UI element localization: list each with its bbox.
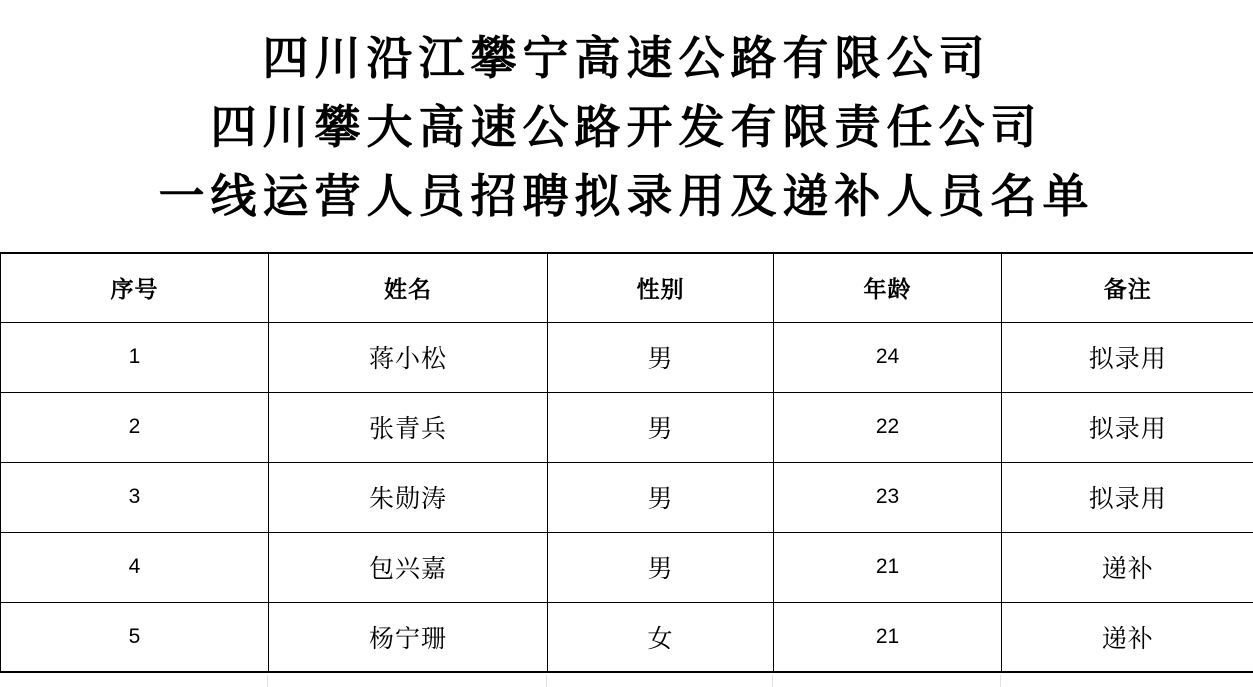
roster-table xyxy=(0,252,1253,673)
document-title xyxy=(0,24,1253,231)
cell-no: 4 xyxy=(1,532,269,602)
cell-age: 22 xyxy=(774,392,1002,462)
cell-age: 21 xyxy=(774,602,1002,672)
cell-no: 2 xyxy=(1,392,269,462)
partial-gridline xyxy=(772,675,773,687)
cell-no: 1 xyxy=(1,322,269,392)
title-line-company-1: 四川沿江攀宁高速公路有限公司 xyxy=(262,33,991,84)
cell-remark: 递补 xyxy=(1002,532,1253,602)
column-header-gender: 性别 xyxy=(548,253,774,322)
cell-remark: 拟录用 xyxy=(1002,392,1253,462)
table-row xyxy=(1,392,1253,462)
table-row xyxy=(1,602,1253,672)
cell-name: 朱勋涛 xyxy=(269,462,548,532)
cell-age: 23 xyxy=(774,462,1002,532)
cell-age: 24 xyxy=(774,322,1002,392)
column-header-age: 年龄 xyxy=(774,253,1002,322)
cell-gender: 男 xyxy=(548,532,774,602)
cell-gender: 男 xyxy=(548,462,774,532)
cell-name: 蒋小松 xyxy=(269,322,548,392)
column-header-no: 序号 xyxy=(1,253,269,322)
title-line-subject: 一线运营人员招聘拟录用及递补人员名单 xyxy=(158,171,1095,222)
column-header-name: 姓名 xyxy=(269,253,548,322)
cell-remark: 递补 xyxy=(1002,602,1253,672)
table-row xyxy=(1,462,1253,532)
column-header-remark: 备注 xyxy=(1002,253,1253,322)
table-row xyxy=(1,532,1253,602)
cell-no: 5 xyxy=(1,602,269,672)
cell-gender: 男 xyxy=(548,392,774,462)
title-line-company-2: 四川攀大高速公路开发有限责任公司 xyxy=(210,102,1043,153)
cell-gender: 男 xyxy=(548,322,774,392)
partial-gridline xyxy=(1000,675,1001,687)
table-row xyxy=(1,322,1253,392)
cell-name: 张青兵 xyxy=(269,392,548,462)
partial-gridline xyxy=(267,675,268,687)
cell-no: 3 xyxy=(1,462,269,532)
header-row xyxy=(1,253,1253,322)
cell-name: 包兴嘉 xyxy=(269,532,548,602)
cell-remark: 拟录用 xyxy=(1002,462,1253,532)
cell-gender: 女 xyxy=(548,602,774,672)
partial-next-row xyxy=(0,675,1253,687)
cell-remark: 拟录用 xyxy=(1002,322,1253,392)
cell-age: 21 xyxy=(774,532,1002,602)
partial-gridline xyxy=(546,675,547,687)
cell-name: 杨宁珊 xyxy=(269,602,548,672)
